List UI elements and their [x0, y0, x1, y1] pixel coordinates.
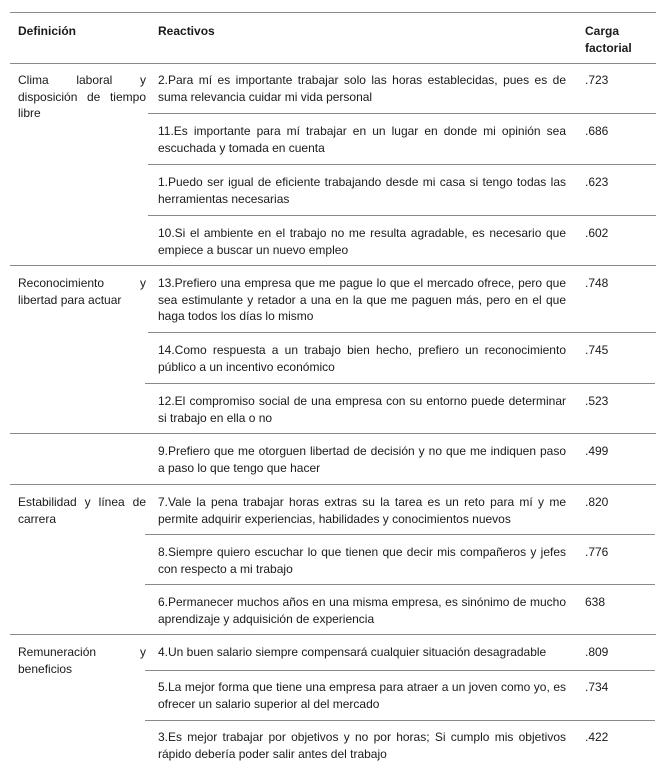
row-rule [148, 113, 656, 114]
table-row-carga: .523 [585, 394, 609, 408]
definition-line: disposición de tiempo libre [18, 89, 146, 120]
table-row-carga: .723 [585, 73, 609, 87]
row-rule [148, 332, 656, 333]
table-row-carga: .776 [585, 545, 609, 559]
table-row-reactivo: 7.Vale la pena trabajar horas extras su la tarea es un reto para mí y me permite adquirir experiencias, habilidades y conocimientos nuevos [158, 495, 566, 526]
group-definition [18, 644, 146, 677]
group-definition [18, 275, 146, 292]
table-row-reactivo: 5.La mejor forma que tiene una empresa para atraer a un joven como yo, es ofrecer un salario superior al del mercado [158, 680, 566, 711]
group-rule [10, 484, 656, 485]
table-row-carga: 638 [585, 595, 606, 609]
definition-line: Remuneración y [18, 645, 146, 659]
table-row-reactivo: 11.Es importante para mí trabajar en un lugar en donde mi opinión sea escuchada y tomada en cuenta [158, 124, 566, 155]
row-rule [148, 215, 656, 216]
table-row-carga: .745 [585, 343, 609, 357]
table-row-reactivo: 14.Como respuesta a un trabajo bien hecho, prefiero un reconocimiento público a un incentivo económico [158, 343, 566, 374]
header-carga-line2: factorial [585, 40, 632, 55]
table-row-carga: .748 [585, 276, 609, 290]
header-carga-line1: Carga [585, 24, 620, 38]
definition-line-2: libertad para actuar [18, 292, 122, 307]
table-row-reactivo: 2.Para mí es importante trabajar solo las horas establecidas, pues es de suma relevancia cuidar mi vida personal [158, 73, 566, 104]
row-rule [145, 534, 655, 535]
table-row-reactivo: 1.Puedo ser igual de eficiente trabajando desde mi casa si tengo todas las herramientas necesarias [158, 175, 566, 206]
table-row-reactivo: 10.Si el ambiente en el trabajo no me resulta agradable, es necesario que empiece a buscar un nuevo empleo [158, 226, 566, 257]
row-rule [145, 383, 655, 384]
header-reactivos: Reactivos [158, 24, 215, 38]
definition-line: beneficios [18, 661, 73, 676]
group-rule [10, 265, 656, 266]
row-rule [145, 670, 655, 671]
table-row-carga: .623 [585, 175, 609, 189]
table-top-rule [10, 12, 656, 13]
row-rule [145, 720, 655, 721]
row-rule [145, 584, 655, 585]
table-row-reactivo: 3.Es mejor trabajar por objetivos y no por horas; Si cumplo mis objetivos rápido debería poder salir antes del trabajo [158, 730, 566, 761]
table-row-carga: .734 [585, 680, 609, 694]
table-row-reactivo: 12.El compromiso social de una empresa con su entorno puede determinar si trabajo en ella o no [158, 394, 566, 425]
header-definicion: Definición [18, 24, 77, 38]
table-row-carga: .499 [585, 444, 609, 458]
table-row-reactivo: 8.Siempre quiero escuchar lo que tienen que decir mis compañeros y jefes con respecto a mi trabajo [158, 545, 566, 576]
table-row-reactivo: 9.Prefiero que me otorguen libertad de decisión y no que me indiquen paso a paso lo que tengo que hacer [158, 444, 566, 475]
table-row-carga: .602 [585, 226, 609, 240]
table-row-reactivo: 4.Un buen salario siempre compensará cualquier situación desagradable [158, 645, 547, 659]
table-row-carga: .422 [585, 730, 609, 744]
group-definition [18, 72, 146, 122]
header-carga-factorial [585, 23, 632, 56]
table-row-carga: .686 [585, 124, 609, 138]
header-bottom-rule [10, 63, 656, 64]
table-row-reactivo: 13.Prefiero una empresa que me pague lo que el mercado ofrece, pero que sea estimulante y retador a una en la que me paguen más, pero en el que haga todos los días lo mismo [158, 276, 566, 323]
definition-line: Reconocimiento y [18, 276, 146, 290]
table-row-reactivo: 6.Permanecer muchos años en una misma empresa, es sinónimo de mucho aprendizaje y adquisición de experiencia [158, 595, 566, 626]
group-rule [10, 634, 656, 635]
group-rule [10, 433, 656, 434]
row-rule [148, 164, 656, 165]
definition-line: Clima laboral y [18, 73, 146, 87]
group-definition: Estabilidad y línea de carrera [18, 495, 146, 526]
table-row-carga: .809 [585, 645, 609, 659]
table-row-carga: .820 [585, 495, 609, 509]
